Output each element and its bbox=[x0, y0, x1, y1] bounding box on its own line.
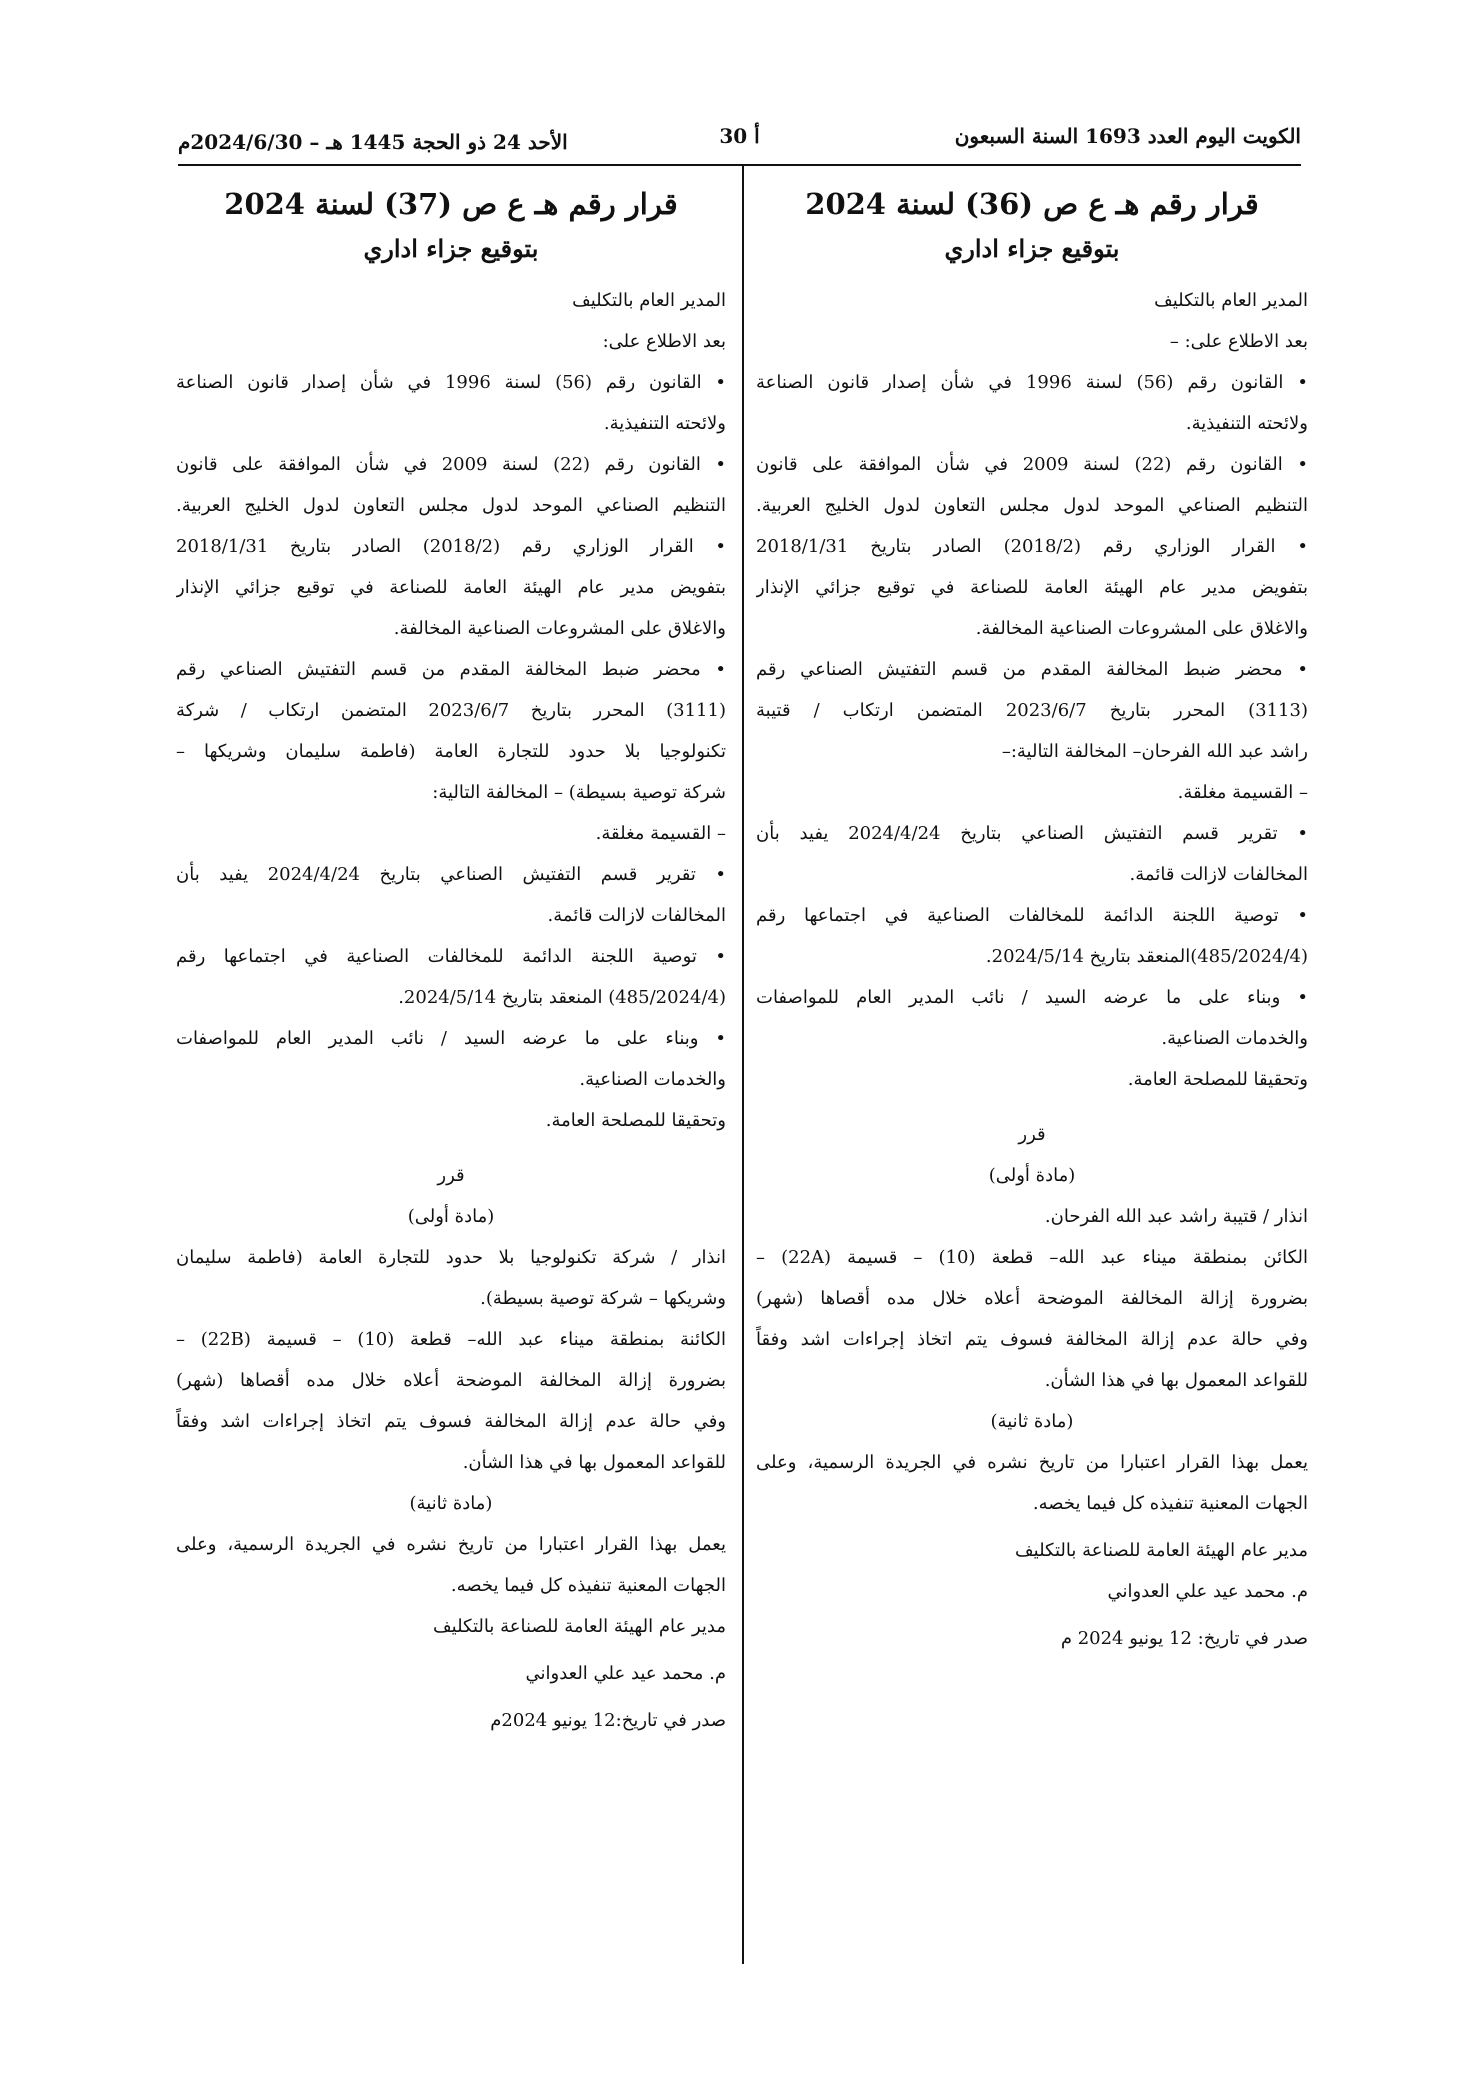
text-line: وشريكها – شركة توصية بسيطة). bbox=[480, 1288, 726, 1309]
text-line: (485/2024/4) المنعقد بتاريخ 2024/5/14. bbox=[398, 987, 726, 1008]
text-line: • القانون رقم (22) لسنة 2009 في شأن الموافقة على قانون bbox=[176, 454, 726, 475]
decision-36-column bbox=[756, 176, 1308, 1659]
text-line: (مادة ثانية) bbox=[409, 1493, 493, 1514]
text-line: بعد الاطلاع على: bbox=[602, 331, 726, 352]
text-line: • توصية اللجنة الدائمة للمخالفات الصناعية في اجتماعها رقم bbox=[176, 946, 726, 967]
text-line: • تقرير قسم التفتيش الصناعي بتاريخ 2024/4/24 يفيد بأن bbox=[756, 823, 1308, 844]
text-line: – القسيمة مغلقة. bbox=[595, 823, 726, 844]
text-line: يعمل بهذا القرار اعتبارا من تاريخ نشره في الجريدة الرسمية، وعلى bbox=[756, 1452, 1308, 1473]
page-header bbox=[178, 118, 1301, 154]
text-line: (مادة أولى) bbox=[988, 1165, 1076, 1186]
text-line: المدير العام بالتكليف bbox=[572, 290, 726, 311]
text-line: • محضر ضبط المخالفة المقدم من قسم التفتيش الصناعي رقم bbox=[176, 659, 726, 680]
text-line: الجهات المعنية تنفيذه كل فيما يخصه. bbox=[450, 1575, 726, 1596]
decision-subtitle: بتوقيع جزاء اداري bbox=[944, 234, 1120, 263]
text-line: صدر في تاريخ:12 يونيو 2024م bbox=[490, 1710, 726, 1731]
header-page-number: أ 30 bbox=[719, 124, 760, 148]
decision-title: قرار رقم هـ ع ص (36) لسنة 2024 bbox=[805, 187, 1259, 221]
text-line: مدير عام الهيئة العامة للصناعة بالتكليف bbox=[1015, 1540, 1308, 1561]
decision-body bbox=[756, 280, 1308, 1659]
text-line: • القرار الوزاري رقم (2018/2) الصادر بتاريخ 2018/1/31 bbox=[756, 536, 1308, 557]
text-line: والاغلاق على المشروعات الصناعية المخالفة. bbox=[975, 618, 1308, 639]
text-line: • القرار الوزاري رقم (2018/2) الصادر بتاريخ 2018/1/31 bbox=[176, 536, 726, 557]
text-line: المخالفات لازالت قائمة. bbox=[547, 905, 726, 926]
text-line: الجهات المعنية تنفيذه كل فيما يخصه. bbox=[1032, 1493, 1308, 1514]
text-line: للقواعد المعمول بها في هذا الشأن. bbox=[1044, 1370, 1308, 1391]
text-line: • وبناء على ما عرضه السيد / نائب المدير العام للمواصفات bbox=[176, 1028, 726, 1049]
text-line: • محضر ضبط المخالفة المقدم من قسم التفتيش الصناعي رقم bbox=[756, 659, 1308, 680]
text-line: (مادة ثانية) bbox=[990, 1411, 1074, 1432]
text-line: انذار / شركة تكنولوجيا بلا حدود للتجارة العامة (فاطمة سليمان bbox=[176, 1247, 726, 1268]
column-divider bbox=[742, 164, 744, 1964]
text-line: التنظيم الصناعي الموحد لدول مجلس التعاون لدول الخليج العربية. bbox=[176, 495, 726, 516]
text-line: المخالفات لازالت قائمة. bbox=[1129, 864, 1308, 885]
text-line: – القسيمة مغلقة. bbox=[1177, 782, 1308, 803]
text-line: (3111) المحرر بتاريخ 2023/6/7 المتضمن ارتكاب / شركة bbox=[176, 700, 726, 721]
text-line: والاغلاق على المشروعات الصناعية المخالفة. bbox=[393, 618, 726, 639]
text-line: وتحقيقا للمصلحة العامة. bbox=[545, 1110, 726, 1131]
text-line: ولائحته التنفيذية. bbox=[1185, 413, 1308, 434]
header-date: الأحد 24 ذو الحجة 1445 هـ – 2024/6/30م bbox=[178, 130, 568, 154]
text-line: • تقرير قسم التفتيش الصناعي بتاريخ 2024/4/24 يفيد بأن bbox=[176, 864, 726, 885]
text-line: • توصية اللجنة الدائمة للمخالفات الصناعية في اجتماعها رقم bbox=[756, 905, 1308, 926]
text-line: بعد الاطلاع على: – bbox=[1169, 331, 1308, 352]
decision-37-column bbox=[176, 176, 726, 1741]
text-line: انذار / قتيبة راشد عبد الله الفرحان. bbox=[1044, 1206, 1308, 1227]
text-line: الكائن بمنطقة ميناء عبد الله– قطعة (10) – قسيمة (22A) – bbox=[756, 1247, 1308, 1268]
text-line: وتحقيقا للمصلحة العامة. bbox=[1127, 1069, 1308, 1090]
text-line: (مادة أولى) bbox=[407, 1206, 495, 1227]
text-line: (3113) المحرر بتاريخ 2023/6/7 المتضمن ارتكاب / قتيبة bbox=[756, 700, 1308, 721]
text-line: التنظيم الصناعي الموحد لدول مجلس التعاون لدول الخليج العربية. bbox=[756, 495, 1308, 516]
text-line: للقواعد المعمول بها في هذا الشأن. bbox=[462, 1452, 726, 1473]
header-rule bbox=[178, 164, 1301, 166]
text-line: بضرورة إزالة المخالفة الموضحة أعلاه خلال مده أقصاها (شهر) bbox=[756, 1288, 1308, 1309]
decision-subtitle: بتوقيع جزاء اداري bbox=[363, 234, 539, 263]
text-line: قرر bbox=[437, 1165, 465, 1186]
text-line: بتفويض مدير عام الهيئة العامة للصناعة في توقيع جزائي الإنذار bbox=[756, 577, 1308, 598]
decision-title: قرار رقم هـ ع ص (37) لسنة 2024 bbox=[224, 187, 678, 221]
header-issue: الكويت اليوم العدد 1693 السنة السبعون bbox=[954, 124, 1301, 148]
text-line: • القانون رقم (56) لسنة 1996 في شأن إصدار قانون الصناعة bbox=[176, 372, 726, 393]
text-line: م. محمد عيد علي العدواني bbox=[1107, 1581, 1308, 1602]
text-line: الكائنة بمنطقة ميناء عبد الله– قطعة (10) – قسيمة (22B) – bbox=[176, 1329, 726, 1350]
text-line: • وبناء على ما عرضه السيد / نائب المدير العام للمواصفات bbox=[756, 987, 1308, 1008]
text-line: • القانون رقم (22) لسنة 2009 في شأن الموافقة على قانون bbox=[756, 454, 1308, 475]
text-line: وفي حالة عدم إزالة المخالفة فسوف يتم اتخاذ إجراءات اشد وفقاً bbox=[756, 1329, 1308, 1350]
text-line: راشد عبد الله الفرحان– المخالفة التالية:– bbox=[1001, 741, 1308, 762]
text-line: المدير العام بالتكليف bbox=[1154, 290, 1308, 311]
text-line: ولائحته التنفيذية. bbox=[603, 413, 726, 434]
text-line: والخدمات الصناعية. bbox=[579, 1069, 726, 1090]
text-line: يعمل بهذا القرار اعتبارا من تاريخ نشره في الجريدة الرسمية، وعلى bbox=[176, 1534, 726, 1555]
text-line: صدر في تاريخ: 12 يونيو 2024 م bbox=[1060, 1628, 1308, 1649]
decision-body bbox=[176, 280, 726, 1741]
text-line: قرر bbox=[1018, 1124, 1046, 1145]
text-line: • القانون رقم (56) لسنة 1996 في شأن إصدار قانون الصناعة bbox=[756, 372, 1308, 393]
text-line: (485/2024/4)المنعقد بتاريخ 2024/5/14. bbox=[985, 946, 1308, 967]
text-line: تكنولوجيا بلا حدود للتجارة العامة (فاطمة سليمان وشريكها – bbox=[176, 741, 726, 762]
text-line: م. محمد عيد علي العدواني bbox=[525, 1663, 726, 1684]
text-line: شركة توصية بسيطة) – المخالفة التالية: bbox=[432, 782, 726, 803]
text-line: والخدمات الصناعية. bbox=[1161, 1028, 1308, 1049]
text-line: بضرورة إزالة المخالفة الموضحة أعلاه خلال مده أقصاها (شهر) bbox=[176, 1370, 726, 1391]
text-line: بتفويض مدير عام الهيئة العامة للصناعة في توقيع جزائي الإنذار bbox=[176, 577, 726, 598]
text-line: مدير عام الهيئة العامة للصناعة بالتكليف bbox=[433, 1616, 726, 1637]
text-line: وفي حالة عدم إزالة المخالفة فسوف يتم اتخاذ إجراءات اشد وفقاً bbox=[176, 1411, 726, 1432]
